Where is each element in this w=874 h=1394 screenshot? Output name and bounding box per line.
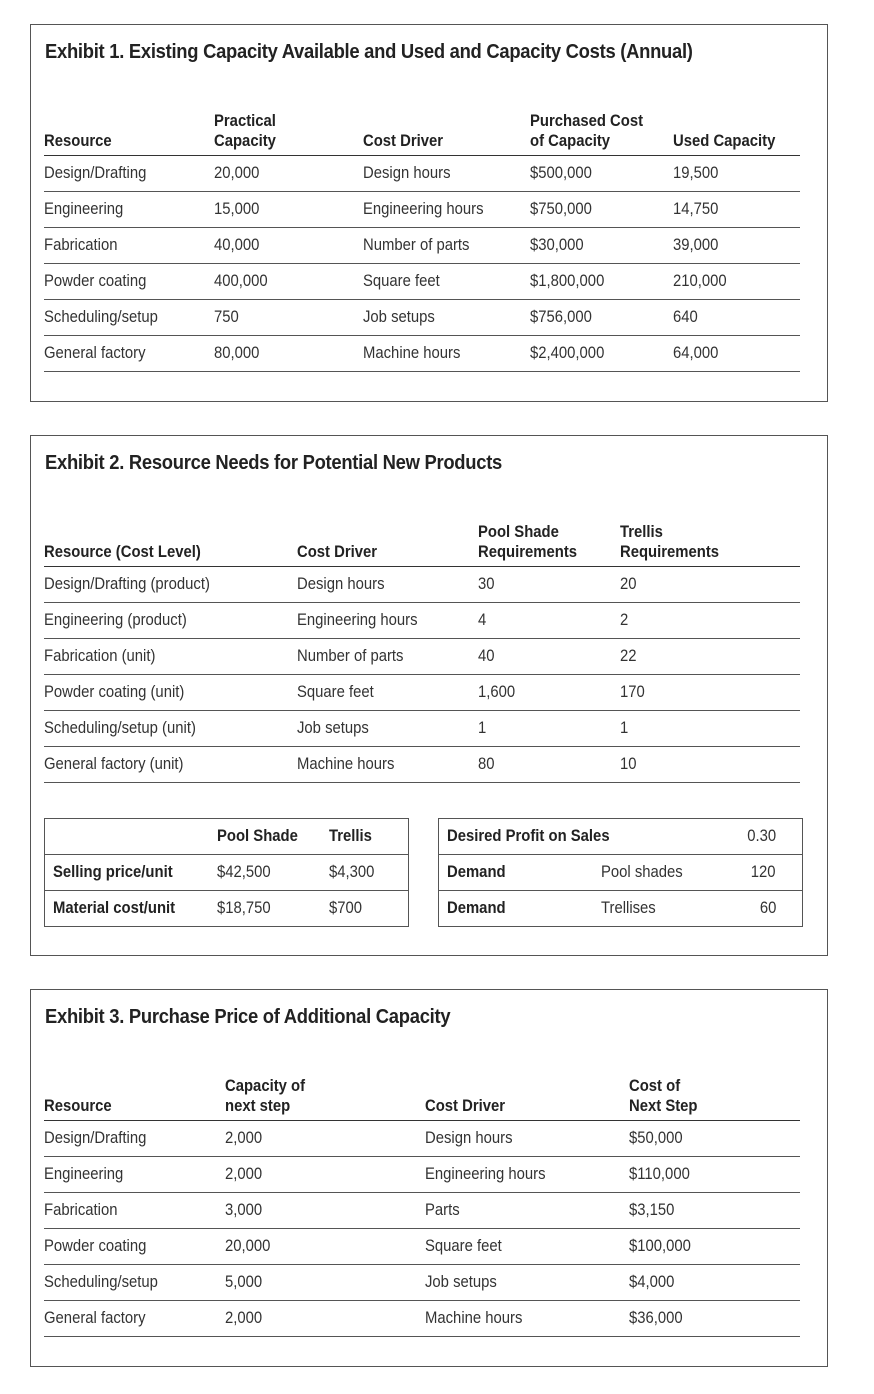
profit-demand-box xyxy=(438,818,803,927)
exhibit-1 xyxy=(30,24,828,402)
demand-row-trellis xyxy=(439,891,803,927)
cell-pool: 30 xyxy=(478,567,620,603)
table-row xyxy=(44,1157,800,1193)
table-row xyxy=(44,603,800,639)
cell-used: 39,000 xyxy=(673,228,800,264)
material-cost-pool: $18,750 xyxy=(217,891,329,927)
table-row xyxy=(44,711,800,747)
cell-used: 640 xyxy=(673,300,800,336)
price-box xyxy=(44,818,409,927)
demand-label: Demand xyxy=(439,891,593,927)
cell-used: 64,000 xyxy=(673,336,800,372)
cell-trellis: 22 xyxy=(620,639,800,675)
cell-capacity: 750 xyxy=(214,300,363,336)
exhibit-2-header-row xyxy=(44,522,800,567)
table-row xyxy=(44,567,800,603)
cell-cost: $756,000 xyxy=(530,300,673,336)
exhibit-2-table xyxy=(44,522,800,783)
cell-capacity: 15,000 xyxy=(214,192,363,228)
selling-price-label: Selling price/unit xyxy=(45,855,217,891)
cell-driver: Square feet xyxy=(363,264,530,300)
cell-used: 19,500 xyxy=(673,156,800,192)
cell-trellis: 10 xyxy=(620,747,800,783)
selling-price-trellis: $4,300 xyxy=(329,855,408,891)
cell-resource: Scheduling/setup xyxy=(44,1265,225,1301)
cell-trellis: 2 xyxy=(620,603,800,639)
cell-driver: Engineering hours xyxy=(363,192,530,228)
cell-cost: $36,000 xyxy=(629,1301,800,1337)
table-row xyxy=(44,1265,800,1301)
header-used-capacity: Used Capacity xyxy=(673,111,800,156)
cell-driver: Design hours xyxy=(297,567,478,603)
cell-pool: 1,600 xyxy=(478,675,620,711)
cell-resource: Engineering xyxy=(44,1157,225,1193)
cell-cost: $30,000 xyxy=(530,228,673,264)
demand-item: Pool shades xyxy=(593,855,723,891)
cell-capacity: 2,000 xyxy=(225,1157,425,1193)
header-resource-cost-level: Resource (Cost Level) xyxy=(44,522,297,567)
col-pool-shade: Pool Shade xyxy=(216,827,298,845)
header-cost-driver: Cost Driver xyxy=(363,111,530,156)
cell-resource: Fabrication xyxy=(44,1193,225,1229)
cell-cost: $50,000 xyxy=(629,1121,800,1157)
cell-pool: 1 xyxy=(478,711,620,747)
cell-driver: Engineering hours xyxy=(425,1157,629,1193)
cell-resource: Scheduling/setup xyxy=(44,300,214,336)
selling-price-pool: $42,500 xyxy=(217,855,329,891)
cell-resource: Scheduling/setup (unit) xyxy=(44,711,297,747)
selling-price-row xyxy=(45,855,409,891)
exhibit-1-header-row xyxy=(44,111,800,156)
cell-capacity: 3,000 xyxy=(225,1193,425,1229)
cell-capacity: 5,000 xyxy=(225,1265,425,1301)
cell-capacity: 2,000 xyxy=(225,1121,425,1157)
cell-used: 14,750 xyxy=(673,192,800,228)
table-row xyxy=(44,156,800,192)
exhibit-3-table xyxy=(44,1076,800,1337)
table-row xyxy=(44,675,800,711)
cell-driver: Job setups xyxy=(297,711,478,747)
exhibit-3-title: Exhibit 3. Purchase Price of Additional Capacity xyxy=(45,1006,451,1028)
cell-resource: Design/Drafting (product) xyxy=(44,567,297,603)
cell-cost: $1,800,000 xyxy=(530,264,673,300)
material-cost-label: Material cost/unit xyxy=(45,891,217,927)
exhibit-2-title: Exhibit 2. Resource Needs for Potential New Products xyxy=(45,452,503,474)
cell-driver: Square feet xyxy=(297,675,478,711)
cell-trellis: 20 xyxy=(620,567,800,603)
table-row xyxy=(44,1121,800,1157)
cell-driver: Job setups xyxy=(363,300,530,336)
table-row xyxy=(44,1301,800,1337)
table-row xyxy=(44,228,800,264)
header-pool-shade-requirements: Pool Shade Requirements xyxy=(478,522,620,567)
cell-resource: Design/Drafting xyxy=(44,156,214,192)
col-trellis: Trellis xyxy=(329,827,373,845)
price-box-header-row xyxy=(45,819,409,855)
cell-resource: Powder coating (unit) xyxy=(44,675,297,711)
cell-driver: Design hours xyxy=(363,156,530,192)
material-cost-trellis: $700 xyxy=(329,891,408,927)
cell-resource: General factory xyxy=(44,336,214,372)
cell-resource: General factory (unit) xyxy=(44,747,297,783)
cell-resource: Fabrication xyxy=(44,228,214,264)
cell-resource: Engineering xyxy=(44,192,214,228)
cell-used: 210,000 xyxy=(673,264,800,300)
header-resource: Resource xyxy=(44,111,214,156)
cell-resource: Design/Drafting xyxy=(44,1121,225,1157)
cell-capacity: 40,000 xyxy=(214,228,363,264)
demand-value: 120 xyxy=(723,855,802,891)
desired-profit-value: 0.30 xyxy=(747,827,776,845)
cell-driver: Machine hours xyxy=(425,1301,629,1337)
cell-cost: $110,000 xyxy=(629,1157,800,1193)
cell-resource: Powder coating xyxy=(44,1229,225,1265)
cell-capacity: 400,000 xyxy=(214,264,363,300)
exhibit-2 xyxy=(30,435,828,956)
cell-resource: General factory xyxy=(44,1301,225,1337)
table-row xyxy=(44,192,800,228)
cell-trellis: 1 xyxy=(620,711,800,747)
cell-capacity: 20,000 xyxy=(214,156,363,192)
cell-capacity: 80,000 xyxy=(214,336,363,372)
desired-profit-label: Desired Profit on Sales xyxy=(447,827,610,845)
cell-resource: Powder coating xyxy=(44,264,214,300)
material-cost-row xyxy=(45,891,409,927)
header-practical-capacity: Practical Capacity xyxy=(214,111,363,156)
cell-capacity: 20,000 xyxy=(225,1229,425,1265)
cell-trellis: 170 xyxy=(620,675,800,711)
price-box-corner xyxy=(45,819,217,855)
cell-cost: $4,000 xyxy=(629,1265,800,1301)
exhibit-1-table xyxy=(44,111,800,372)
exhibit-3 xyxy=(30,989,828,1367)
header-capacity-next-step: Capacity of next step xyxy=(225,1076,425,1121)
table-row xyxy=(44,264,800,300)
desired-profit-row xyxy=(439,819,803,855)
cell-driver: Design hours xyxy=(425,1121,629,1157)
header-trellis-requirements: Trellis Requirements xyxy=(620,522,800,567)
cell-cost: $500,000 xyxy=(530,156,673,192)
table-row xyxy=(44,747,800,783)
cell-cost: $750,000 xyxy=(530,192,673,228)
cell-capacity: 2,000 xyxy=(225,1301,425,1337)
cell-driver: Parts xyxy=(425,1193,629,1229)
cell-resource: Engineering (product) xyxy=(44,603,297,639)
table-row xyxy=(44,1229,800,1265)
demand-value: 60 xyxy=(723,891,802,927)
header-purchased-cost: Purchased Cost of Capacity xyxy=(530,111,673,156)
header-cost-driver: Cost Driver xyxy=(425,1076,629,1121)
cell-driver: Engineering hours xyxy=(297,603,478,639)
cell-driver: Job setups xyxy=(425,1265,629,1301)
cell-cost: $3,150 xyxy=(629,1193,800,1229)
table-row xyxy=(44,336,800,372)
table-row xyxy=(44,1193,800,1229)
exhibit-1-title: Exhibit 1. Existing Capacity Available and Used and Capacity Costs (Annual) xyxy=(45,41,693,63)
cell-driver: Machine hours xyxy=(363,336,530,372)
cell-cost: $2,400,000 xyxy=(530,336,673,372)
cell-driver: Machine hours xyxy=(297,747,478,783)
cell-cost: $100,000 xyxy=(629,1229,800,1265)
demand-row-pool xyxy=(439,855,803,891)
cell-pool: 4 xyxy=(478,603,620,639)
demand-label: Demand xyxy=(439,855,593,891)
exhibit-3-header-row xyxy=(44,1076,800,1121)
cell-driver: Number of parts xyxy=(297,639,478,675)
header-cost-driver: Cost Driver xyxy=(297,522,478,567)
table-row xyxy=(44,300,800,336)
cell-driver: Square feet xyxy=(425,1229,629,1265)
table-row xyxy=(44,639,800,675)
demand-item: Trellises xyxy=(593,891,723,927)
header-cost-next-step: Cost of Next Step xyxy=(629,1076,800,1121)
cell-pool: 40 xyxy=(478,639,620,675)
cell-pool: 80 xyxy=(478,747,620,783)
cell-driver: Number of parts xyxy=(363,228,530,264)
header-resource: Resource xyxy=(44,1076,225,1121)
cell-resource: Fabrication (unit) xyxy=(44,639,297,675)
